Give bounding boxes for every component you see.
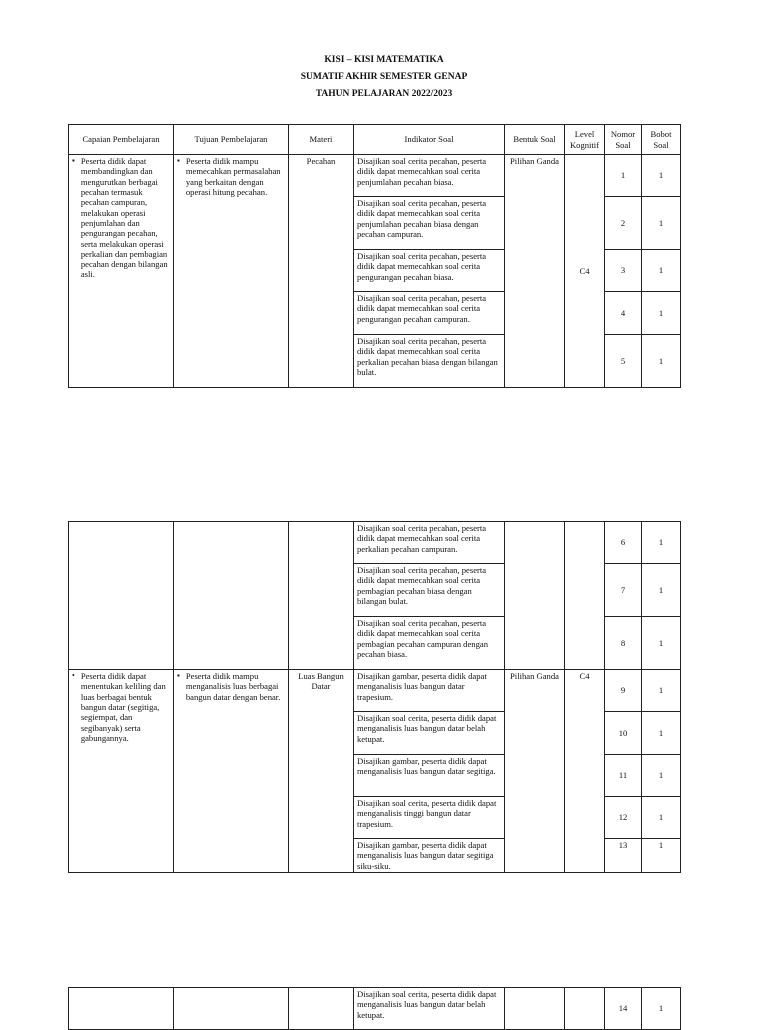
materi-cell: Luas Bangun Datar: [289, 670, 354, 873]
nomor-cell: 10: [605, 712, 642, 755]
col-header-cp: Capaian Pembelajaran: [69, 125, 174, 155]
nomor-cell: 8: [605, 617, 642, 670]
indikator-cell: Disajikan soal cerita pecahan, peserta didik dapat memecahkan soal cerita pembagian pecahan biasa dengan bilangan bulat.: [354, 564, 505, 617]
bullet-icon: •: [72, 671, 75, 680]
indikator-cell: Disajikan soal cerita pecahan, peserta didik dapat memecahkan soal cerita pembagian pecahan campuran dengan pecahan biasa.: [354, 617, 505, 670]
bobot-cell: 1: [642, 670, 681, 712]
col-header-level: Level Kognitif: [565, 125, 605, 155]
nomor-cell: 6: [605, 522, 642, 564]
nomor-cell: 1: [605, 155, 642, 197]
bobot-cell: 1: [642, 155, 681, 197]
bobot-cell: 1: [642, 797, 681, 839]
bobot-cell: 1: [642, 522, 681, 564]
indikator-cell: Disajikan soal cerita pecahan, peserta didik dapat memecahkan soal cerita perkalian pecahan campuran.: [354, 522, 505, 564]
col-header-materi: Materi: [289, 125, 354, 155]
tp-cell: [174, 155, 289, 388]
bobot-cell: 1: [642, 335, 681, 388]
doc-year: TAHUN PELAJARAN 2022/2023: [315, 89, 453, 99]
tp-cell: [174, 670, 289, 873]
tp-text: Peserta didik mampu memecahkan permasalahan yang berkaitan dengan operasi hitung pecahan.: [185, 156, 281, 197]
doc-subtitle: SUMATIF AKHIR SEMESTER GENAP: [300, 72, 468, 82]
cp-cell-empty: [69, 522, 174, 670]
cp-text: Peserta didik dapat menentukan keliling dan luas berbagai bentuk bangun datar (segitiga, segiempat, dan segibanyak) serta gabungannya.: [80, 671, 166, 743]
kisi-table-page-1: [68, 124, 681, 388]
tp-cell-empty: [174, 988, 289, 1030]
indikator-cell: Disajikan gambar, peserta didik dapat menganalisis luas bangun datar trapesium.: [354, 670, 505, 712]
bullet-icon: ▪: [177, 156, 180, 165]
tp-cell-empty: [174, 522, 289, 670]
materi-cell-empty: [289, 988, 354, 1030]
nomor-cell: 12: [605, 797, 642, 839]
table-row: [69, 988, 681, 1030]
bobot-cell: 1: [642, 755, 681, 797]
tp-text: Peserta didik mampu menganalisis luas berbagai bangun datar dengan benar.: [185, 671, 281, 702]
bobot-cell: 1: [642, 712, 681, 755]
indikator-cell: Disajikan gambar, peserta didik dapat menganalisis luas bangun datar segitiga.: [354, 755, 505, 797]
indikator-cell: Disajikan gambar, peserta didik dapat menganalisis luas bangun datar segitiga siku-siku.: [354, 839, 505, 873]
nomor-cell: 11: [605, 755, 642, 797]
col-header-indikator: Indikator Soal: [354, 125, 505, 155]
col-header-bobot: Bobot Soal: [642, 125, 681, 155]
nomor-cell: 9: [605, 670, 642, 712]
indikator-cell: Disajikan soal cerita pecahan, peserta didik dapat memecahkan soal cerita perkalian pecahan biasa dengan bilangan bulat.: [354, 335, 505, 388]
table-row: [69, 522, 681, 564]
bobot-cell: 1: [642, 292, 681, 335]
materi-cell-empty: [289, 522, 354, 670]
indikator-cell: Disajikan soal cerita pecahan, peserta didik dapat memecahkan soal cerita penjumlahan pecahan biasa.: [354, 155, 505, 197]
bobot-cell: 1: [642, 988, 681, 1030]
bentuk-cell: Pilihan Ganda: [505, 670, 565, 873]
bobot-cell: 1: [642, 839, 681, 873]
bullet-icon: ▪: [72, 156, 75, 165]
bobot-cell: 1: [642, 617, 681, 670]
level-cell-empty: [565, 522, 605, 670]
cp-cell-empty: [69, 988, 174, 1030]
doc-title: KISI – KISI MATEMATIKA: [324, 55, 444, 65]
indikator-cell: Disajikan soal cerita pecahan, peserta didik dapat memecahkan soal cerita penjumlahan pecahan biasa dengan pecahan campuran.: [354, 197, 505, 250]
nomor-cell: 13: [605, 839, 642, 873]
nomor-cell: 4: [605, 292, 642, 335]
indikator-cell: Disajikan soal cerita, peserta didik dapat menganalisis luas bangun datar belah ketupat.: [354, 988, 505, 1030]
col-header-nomor: Nomor Soal: [605, 125, 642, 155]
level-cell: C4: [565, 670, 605, 873]
nomor-cell: 7: [605, 564, 642, 617]
bullet-icon: ▪: [177, 671, 180, 680]
cp-text: Peserta didik dapat membandingkan dan mengurutkan berbagai pecahan termasuk pecahan campuran, melakukan operasi penjumlahan dan pengurangan pecahan, serta melakukan operasi perkalian dan pembagian pecahan dengan bilangan asli.: [80, 156, 168, 280]
indikator-cell: Disajikan soal cerita, peserta didik dapat menganalisis luas bangun datar belah ketupat.: [354, 712, 505, 755]
nomor-cell: 5: [605, 335, 642, 388]
bentuk-cell-empty: [505, 988, 565, 1030]
indikator-cell: Disajikan soal cerita pecahan, peserta didik dapat memecahkan soal cerita pengurangan pecahan campuran.: [354, 292, 505, 335]
kisi-table-page-2: [68, 521, 681, 873]
indikator-cell: Disajikan soal cerita, peserta didik dapat menganalisis tinggi bangun datar trapesium.: [354, 797, 505, 839]
bobot-cell: 1: [642, 564, 681, 617]
cp-cell: [69, 155, 174, 388]
col-header-tp: Tujuan Pembelajaran: [174, 125, 289, 155]
nomor-cell: 14: [605, 988, 642, 1030]
materi-cell: Pecahan: [289, 155, 354, 388]
col-header-bentuk: Bentuk Soal: [505, 125, 565, 155]
bentuk-cell-empty: [505, 522, 565, 670]
cp-cell: [69, 670, 174, 873]
nomor-cell: 3: [605, 250, 642, 292]
table-row: [69, 670, 681, 712]
level-cell: C4: [565, 155, 605, 388]
nomor-cell: 2: [605, 197, 642, 250]
table-header-row: [69, 125, 681, 155]
bentuk-cell: Pilihan Ganda: [505, 155, 565, 388]
bobot-cell: 1: [642, 250, 681, 292]
level-cell-empty: [565, 988, 605, 1030]
table-row: [69, 155, 681, 197]
indikator-cell: Disajikan soal cerita pecahan, peserta didik dapat memecahkan soal cerita pengurangan pecahan biasa.: [354, 250, 505, 292]
bobot-cell: 1: [642, 197, 681, 250]
